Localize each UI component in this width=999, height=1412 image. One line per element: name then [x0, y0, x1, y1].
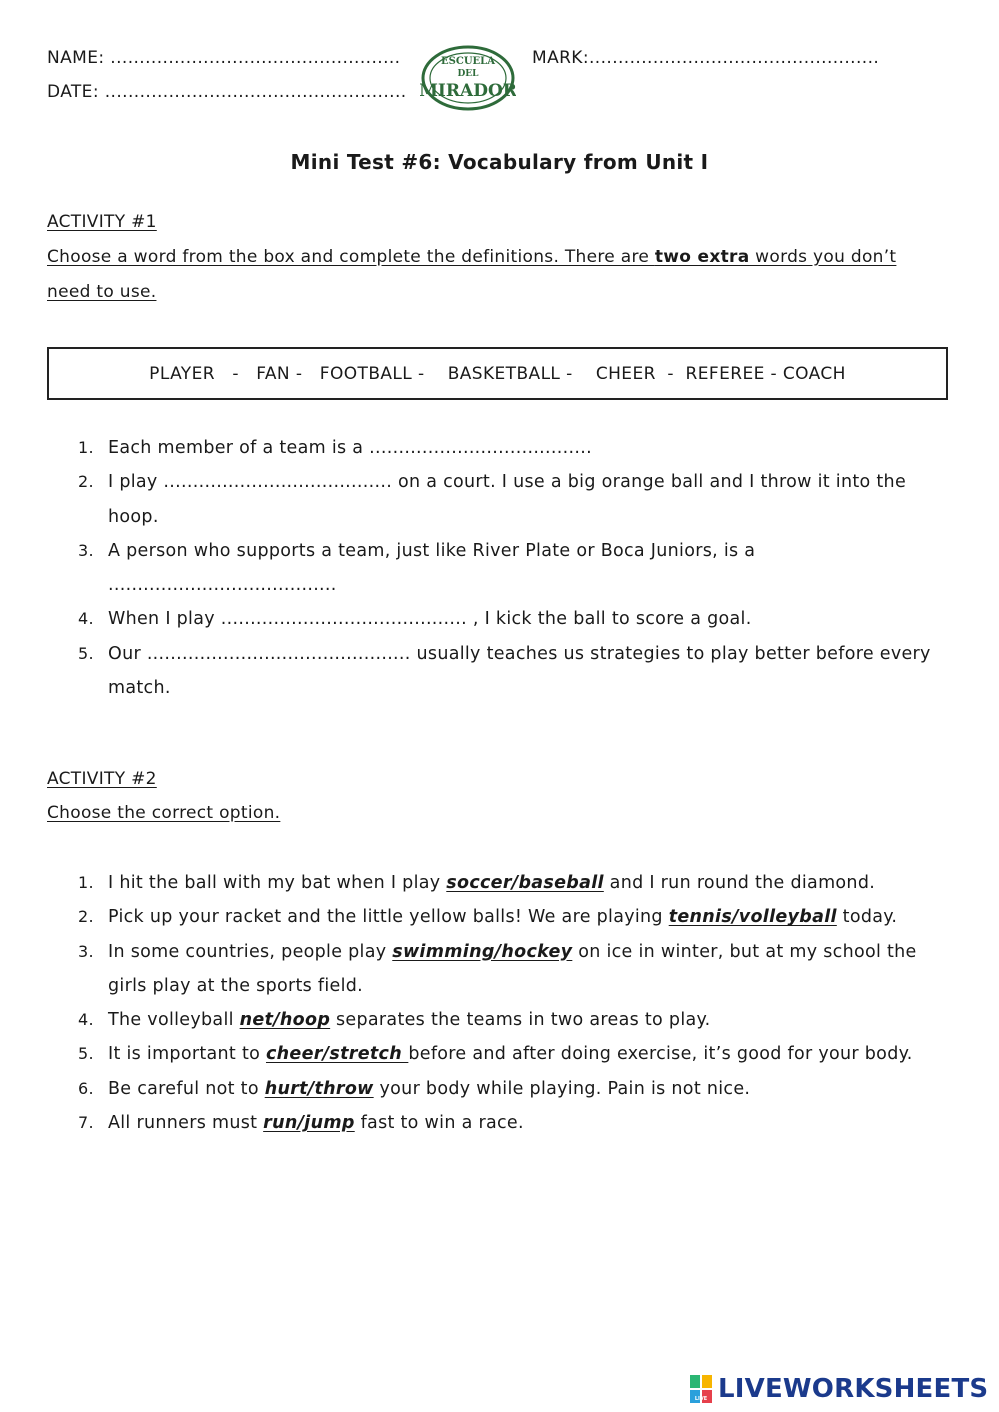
- option-choice[interactable]: swimming/hockey: [392, 941, 573, 962]
- school-logo: [420, 44, 516, 112]
- option-choice[interactable]: net/hoop: [239, 1010, 331, 1031]
- option-choice[interactable]: cheer/stretch: [265, 1044, 409, 1065]
- activity1-instruction: Choose a word from the box and complete the definitions. There are two extra words you don’t need to use.: [47, 247, 897, 302]
- logo-text-mid: DEL: [457, 69, 479, 79]
- date-field-label: DATE: ....................................................: [47, 82, 407, 102]
- list-item: 3. In some countries, people play swimming/hockey on ice in winter, but at my school the girls play at the sports field.: [78, 941, 917, 996]
- brand-text: LIVEWORKSHEETS: [718, 1374, 989, 1404]
- list-item: 4. The volleyball net/hoop separates the teams in two areas to play.: [78, 1010, 711, 1031]
- list-item: 5. It is important to cheer/stretch before and after doing exercise, it’s good for your body.: [78, 1044, 913, 1065]
- list-item: 3. A person who supports a team, just like River Plate or Boca Juniors, is a .......................................: [78, 540, 756, 596]
- option-choice[interactable]: run/jump: [263, 1113, 355, 1134]
- list-item: 2. I play ....................................... on a court. I use a big orange ball and I throw it into the hoop.: [78, 472, 907, 527]
- option-choice[interactable]: tennis/volleyball: [668, 907, 837, 928]
- list-item: 2. Pick up your racket and the little yellow balls! We are playing tennis/volleyball today.: [78, 907, 898, 928]
- word-box: PLAYER - FAN - FOOTBALL - BASKETBALL - CHEER - REFEREE - COACH: [47, 347, 948, 400]
- two-extra-emphasis: two extra: [654, 247, 750, 267]
- list-item: 1. Each member of a team is a ......................................: [78, 438, 592, 458]
- activity1-list: [78, 431, 958, 705]
- activity2-instruction: Choose the correct option.: [47, 803, 281, 823]
- logo-text-top: ESCUELA: [441, 56, 495, 67]
- list-item: 1. I hit the ball with my bat when I play soccer/baseball and I run round the diamond.: [78, 873, 876, 893]
- mark-field-label: MARK:..................................................: [532, 48, 880, 68]
- name-field-label: NAME: ..................................................: [47, 48, 401, 68]
- liveworksheets-brand: [690, 1372, 988, 1406]
- list-item: 6. Be careful not to hurt/throw your body while playing. Pain is not nice.: [78, 1078, 751, 1099]
- list-item: 4. When I play .......................................... , I kick the ball to score a goal.: [78, 609, 752, 630]
- page-title: Mini Test #6: Vocabulary from Unit I: [290, 150, 709, 174]
- list-item: 7. All runners must run/jump fast to win a race.: [78, 1113, 524, 1134]
- list-item: 5. Our ............................................. usually teaches us strategies to play better before every match.: [78, 643, 931, 699]
- option-choice[interactable]: hurt/throw: [264, 1078, 374, 1099]
- live-logo-icon: [690, 1375, 712, 1403]
- activity2-list: [78, 866, 958, 1140]
- logo-text-main: MIRADOR: [420, 81, 516, 101]
- activity1-heading: ACTIVITY #1: [47, 212, 157, 232]
- option-choice[interactable]: soccer/baseball: [446, 873, 604, 893]
- activity2-heading: ACTIVITY #2: [47, 769, 157, 789]
- svg-text:LIVE: LIVE: [694, 1396, 708, 1402]
